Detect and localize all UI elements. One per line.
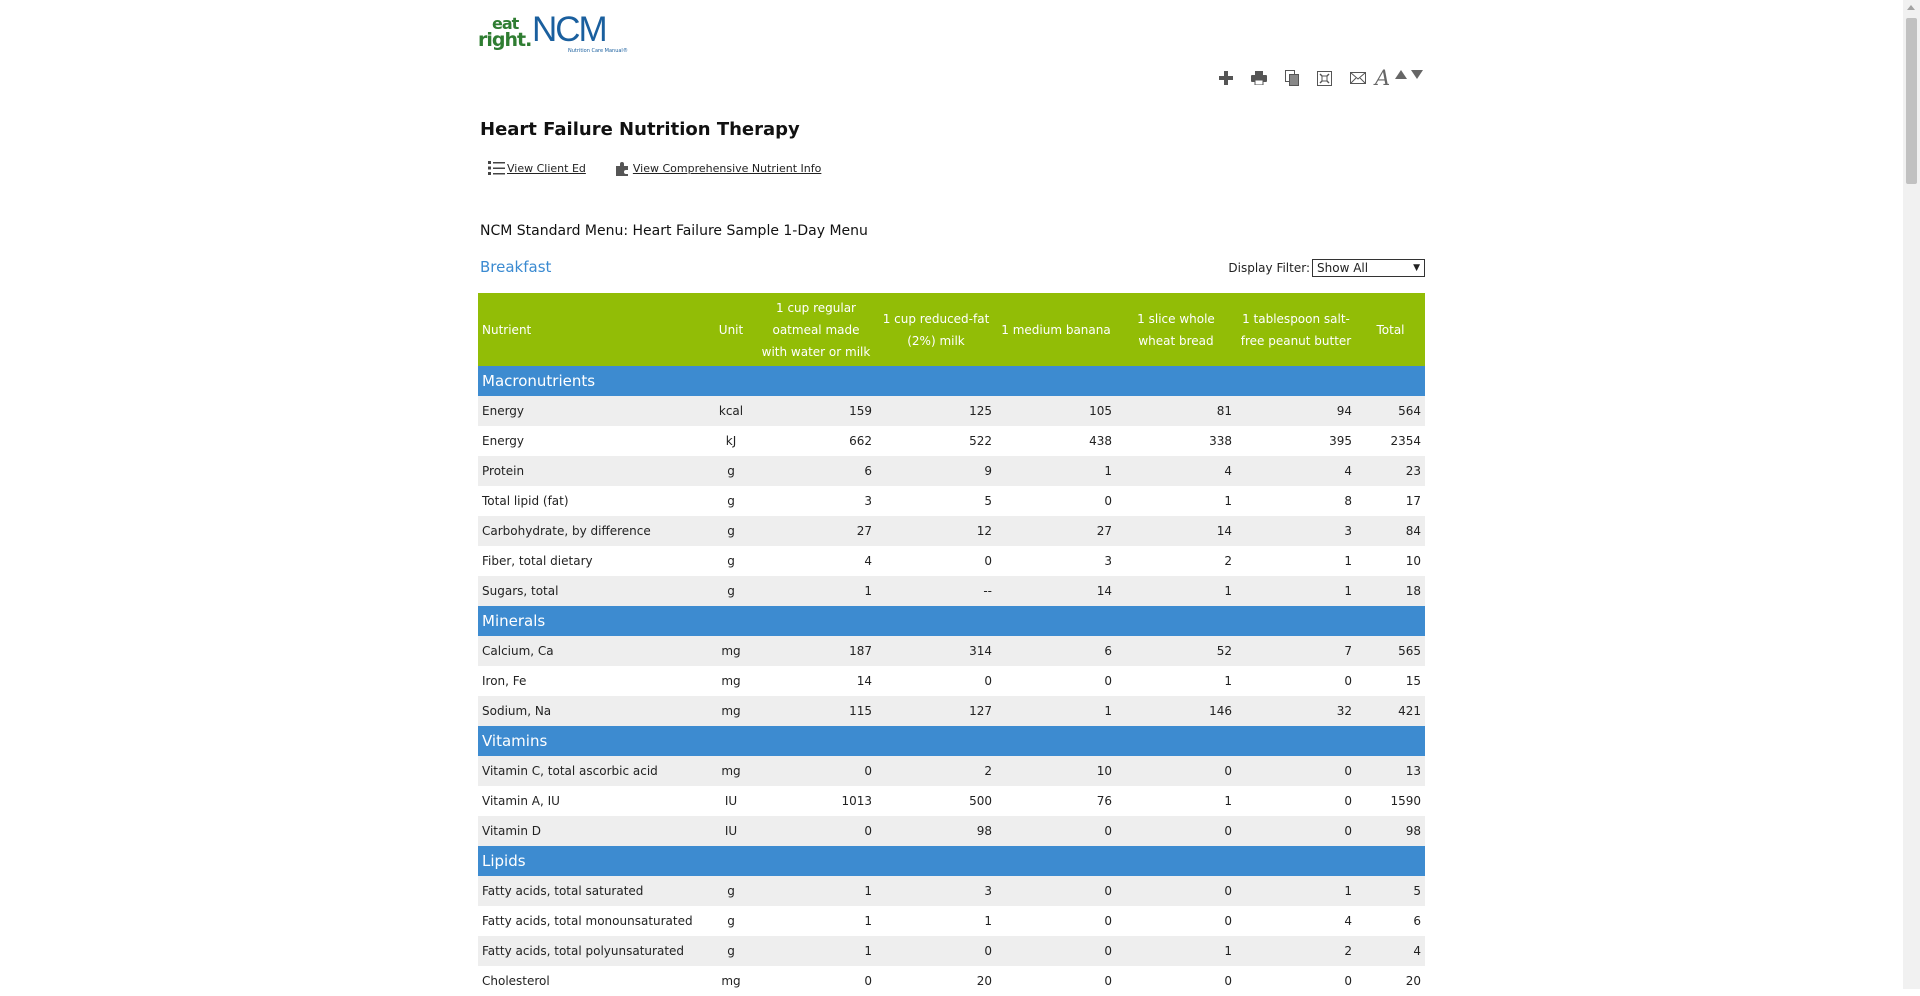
display-filter-select[interactable] bbox=[1312, 259, 1425, 277]
nutrient-name-cell: Iron, Fe bbox=[478, 666, 706, 696]
unit-cell: g bbox=[706, 456, 756, 486]
view-nutrient-info-label: View Comprehensive Nutrient Info bbox=[632, 161, 822, 175]
table-header-row bbox=[478, 293, 1425, 366]
value-cell: 98 bbox=[1356, 816, 1425, 846]
value-cell: 18 bbox=[1356, 576, 1425, 606]
category-row bbox=[478, 726, 1425, 756]
value-cell: 3 bbox=[996, 546, 1116, 576]
nutrient-name-cell: Fatty acids, total monounsaturated bbox=[478, 906, 706, 936]
value-cell: 1 bbox=[876, 906, 996, 936]
value-cell: 1 bbox=[996, 456, 1116, 486]
value-cell: 0 bbox=[876, 936, 996, 966]
category-row bbox=[478, 366, 1425, 396]
value-cell: 0 bbox=[996, 936, 1116, 966]
chevron-down-icon: ▼ bbox=[1413, 263, 1420, 273]
category-row bbox=[478, 846, 1425, 876]
value-cell: 0 bbox=[876, 666, 996, 696]
add-icon[interactable] bbox=[1209, 67, 1242, 89]
value-cell: 7 bbox=[1236, 636, 1356, 666]
nutrient-name-cell: Fiber, total dietary bbox=[478, 546, 706, 576]
value-cell: -- bbox=[876, 576, 996, 606]
unit-cell: mg bbox=[706, 666, 756, 696]
unit-cell: g bbox=[706, 936, 756, 966]
nutrient-name-cell: Vitamin C, total ascorbic acid bbox=[478, 756, 706, 786]
value-cell: 0 bbox=[1236, 756, 1356, 786]
category-row bbox=[478, 606, 1425, 636]
nutrient-name-cell: Energy bbox=[478, 426, 706, 456]
value-cell: 32 bbox=[1236, 696, 1356, 726]
value-cell: 2 bbox=[1236, 936, 1356, 966]
value-cell: 0 bbox=[876, 546, 996, 576]
page-toolbar bbox=[1209, 67, 1425, 89]
copy-document-icon[interactable] bbox=[1275, 67, 1308, 89]
category-label: Minerals bbox=[478, 606, 1425, 636]
value-cell: 8 bbox=[1236, 486, 1356, 516]
table-row bbox=[478, 816, 1425, 846]
email-icon[interactable] bbox=[1341, 67, 1374, 89]
value-cell: 4 bbox=[1236, 456, 1356, 486]
value-cell: 20 bbox=[1356, 966, 1425, 996]
unit-cell: kcal bbox=[706, 396, 756, 426]
value-cell: 0 bbox=[1116, 756, 1236, 786]
value-cell: 0 bbox=[996, 666, 1116, 696]
column-header-nutrient: Nutrient bbox=[478, 293, 706, 366]
table-row bbox=[478, 696, 1425, 726]
value-cell: 23 bbox=[1356, 456, 1425, 486]
table-row bbox=[478, 966, 1425, 996]
value-cell: 84 bbox=[1356, 516, 1425, 546]
value-cell: 105 bbox=[996, 396, 1116, 426]
increase-font-icon[interactable] bbox=[1395, 70, 1407, 79]
value-cell: 0 bbox=[756, 966, 876, 996]
column-header-peanut-butter: 1 tablespoon salt-free peanut butter bbox=[1236, 293, 1356, 366]
value-cell: 0 bbox=[1236, 816, 1356, 846]
nutrient-name-cell: Protein bbox=[478, 456, 706, 486]
nutrient-name-cell: Sodium, Na bbox=[478, 696, 706, 726]
unit-cell: IU bbox=[706, 816, 756, 846]
value-cell: 2 bbox=[1116, 546, 1236, 576]
unit-cell: mg bbox=[706, 756, 756, 786]
unit-cell: g bbox=[706, 516, 756, 546]
table-row bbox=[478, 396, 1425, 426]
unit-cell: g bbox=[706, 486, 756, 516]
nutrient-name-cell: Fatty acids, total polyunsaturated bbox=[478, 936, 706, 966]
nutrient-name-cell: Cholesterol bbox=[478, 966, 706, 996]
value-cell: 1 bbox=[1116, 786, 1236, 816]
value-cell: 522 bbox=[876, 426, 996, 456]
value-cell: 0 bbox=[996, 486, 1116, 516]
value-cell: 14 bbox=[996, 576, 1116, 606]
table-row bbox=[478, 426, 1425, 456]
value-cell: 0 bbox=[996, 966, 1116, 996]
unit-cell: g bbox=[706, 906, 756, 936]
value-cell: 1013 bbox=[756, 786, 876, 816]
value-cell: 1590 bbox=[1356, 786, 1425, 816]
unit-cell: g bbox=[706, 876, 756, 906]
fullscreen-icon[interactable] bbox=[1308, 67, 1341, 89]
value-cell: 15 bbox=[1356, 666, 1425, 696]
value-cell: 564 bbox=[1356, 396, 1425, 426]
puzzle-icon bbox=[614, 160, 631, 176]
value-cell: 1 bbox=[756, 576, 876, 606]
value-cell: 3 bbox=[756, 486, 876, 516]
unit-cell: g bbox=[706, 546, 756, 576]
decrease-font-icon[interactable] bbox=[1411, 70, 1423, 79]
category-label: Vitamins bbox=[478, 726, 1425, 756]
page-links bbox=[488, 160, 849, 176]
value-cell: 1 bbox=[756, 876, 876, 906]
value-cell: 146 bbox=[1116, 696, 1236, 726]
value-cell: 9 bbox=[876, 456, 996, 486]
value-cell: 5 bbox=[876, 486, 996, 516]
value-cell: 0 bbox=[1116, 876, 1236, 906]
value-cell: 0 bbox=[1236, 666, 1356, 696]
value-cell: 0 bbox=[1116, 966, 1236, 996]
value-cell: 565 bbox=[1356, 636, 1425, 666]
value-cell: 438 bbox=[996, 426, 1116, 456]
column-header-unit: Unit bbox=[706, 293, 756, 366]
table-row bbox=[478, 516, 1425, 546]
scroll-up-icon[interactable] bbox=[1907, 5, 1915, 10]
view-nutrient-info-link[interactable] bbox=[614, 160, 822, 176]
print-icon[interactable] bbox=[1242, 67, 1275, 89]
value-cell: 0 bbox=[1116, 906, 1236, 936]
scrollbar-thumb[interactable] bbox=[1906, 18, 1917, 184]
value-cell: 4 bbox=[1116, 456, 1236, 486]
value-cell: 1 bbox=[1236, 576, 1356, 606]
value-cell: 159 bbox=[756, 396, 876, 426]
table-row bbox=[478, 456, 1425, 486]
nutrient-name-cell: Total lipid (fat) bbox=[478, 486, 706, 516]
value-cell: 1 bbox=[1236, 546, 1356, 576]
value-cell: 5 bbox=[1356, 876, 1425, 906]
value-cell: 98 bbox=[876, 816, 996, 846]
vertical-scrollbar[interactable] bbox=[1903, 0, 1920, 989]
value-cell: 0 bbox=[1116, 816, 1236, 846]
value-cell: 3 bbox=[876, 876, 996, 906]
list-icon bbox=[488, 160, 505, 176]
table-row bbox=[478, 756, 1425, 786]
display-filter bbox=[1228, 259, 1425, 277]
value-cell: 115 bbox=[756, 696, 876, 726]
value-cell: 20 bbox=[876, 966, 996, 996]
value-cell: 187 bbox=[756, 636, 876, 666]
view-client-ed-link[interactable] bbox=[488, 160, 586, 176]
page-title: Heart Failure Nutrition Therapy bbox=[480, 119, 800, 140]
table-row bbox=[478, 786, 1425, 816]
nutrient-name-cell: Calcium, Ca bbox=[478, 636, 706, 666]
nutrient-name-cell: Carbohydrate, by difference bbox=[478, 516, 706, 546]
value-cell: 1 bbox=[1116, 486, 1236, 516]
unit-cell: IU bbox=[706, 786, 756, 816]
value-cell: 81 bbox=[1116, 396, 1236, 426]
value-cell: 4 bbox=[756, 546, 876, 576]
table-row bbox=[478, 906, 1425, 936]
value-cell: 4 bbox=[1236, 906, 1356, 936]
logo-ncm-text: NCM bbox=[532, 10, 606, 49]
value-cell: 76 bbox=[996, 786, 1116, 816]
ncm-logo[interactable] bbox=[478, 10, 628, 56]
table-body bbox=[478, 366, 1425, 996]
display-filter-label: Display Filter: bbox=[1228, 261, 1310, 275]
value-cell: 13 bbox=[1356, 756, 1425, 786]
unit-cell: mg bbox=[706, 636, 756, 666]
unit-cell: mg bbox=[706, 966, 756, 996]
font-size-icon: A bbox=[1375, 66, 1391, 90]
value-cell: 0 bbox=[756, 756, 876, 786]
value-cell: 14 bbox=[756, 666, 876, 696]
value-cell: 12 bbox=[876, 516, 996, 546]
value-cell: 1 bbox=[996, 696, 1116, 726]
view-client-ed-label: View Client Ed bbox=[507, 161, 586, 175]
value-cell: 4 bbox=[1356, 936, 1425, 966]
logo-eat-text: eat bbox=[492, 14, 519, 33]
unit-cell: kJ bbox=[706, 426, 756, 456]
value-cell: 662 bbox=[756, 426, 876, 456]
value-cell: 314 bbox=[876, 636, 996, 666]
logo-subtitle: Nutrition Care Manual® bbox=[568, 48, 628, 54]
category-label: Macronutrients bbox=[478, 366, 1425, 396]
value-cell: 27 bbox=[756, 516, 876, 546]
value-cell: 6 bbox=[1356, 906, 1425, 936]
value-cell: 0 bbox=[1236, 786, 1356, 816]
value-cell: 500 bbox=[876, 786, 996, 816]
unit-cell: g bbox=[706, 576, 756, 606]
value-cell: 338 bbox=[1116, 426, 1236, 456]
display-filter-value: Show All bbox=[1317, 261, 1369, 275]
logo-right-text: right. bbox=[478, 29, 532, 51]
column-header-total: Total bbox=[1356, 293, 1425, 366]
unit-cell: mg bbox=[706, 696, 756, 726]
value-cell: 10 bbox=[1356, 546, 1425, 576]
font-size-control bbox=[1375, 66, 1425, 90]
value-cell: 2354 bbox=[1356, 426, 1425, 456]
table-row bbox=[478, 576, 1425, 606]
category-label: Lipids bbox=[478, 846, 1425, 876]
table-row bbox=[478, 666, 1425, 696]
nutrient-name-cell: Vitamin D bbox=[478, 816, 706, 846]
value-cell: 10 bbox=[996, 756, 1116, 786]
column-header-bread: 1 slice whole wheat bread bbox=[1116, 293, 1236, 366]
value-cell: 395 bbox=[1236, 426, 1356, 456]
nutrient-name-cell: Fatty acids, total saturated bbox=[478, 876, 706, 906]
nutrient-name-cell: Vitamin A, IU bbox=[478, 786, 706, 816]
value-cell: 14 bbox=[1116, 516, 1236, 546]
value-cell: 0 bbox=[756, 816, 876, 846]
value-cell: 1 bbox=[756, 906, 876, 936]
value-cell: 421 bbox=[1356, 696, 1425, 726]
value-cell: 2 bbox=[876, 756, 996, 786]
value-cell: 6 bbox=[996, 636, 1116, 666]
value-cell: 3 bbox=[1236, 516, 1356, 546]
value-cell: 0 bbox=[996, 876, 1116, 906]
table-row bbox=[478, 636, 1425, 666]
table-row bbox=[478, 936, 1425, 966]
value-cell: 1 bbox=[1236, 876, 1356, 906]
nutrient-name-cell: Energy bbox=[478, 396, 706, 426]
value-cell: 6 bbox=[756, 456, 876, 486]
nutrient-table bbox=[478, 293, 1425, 996]
value-cell: 0 bbox=[996, 906, 1116, 936]
value-cell: 0 bbox=[1236, 966, 1356, 996]
value-cell: 94 bbox=[1236, 396, 1356, 426]
value-cell: 17 bbox=[1356, 486, 1425, 516]
value-cell: 1 bbox=[756, 936, 876, 966]
column-header-oatmeal: 1 cup regular oatmeal made with water or milk bbox=[756, 293, 876, 366]
value-cell: 1 bbox=[1116, 666, 1236, 696]
table-row bbox=[478, 486, 1425, 516]
value-cell: 0 bbox=[996, 816, 1116, 846]
value-cell: 52 bbox=[1116, 636, 1236, 666]
value-cell: 1 bbox=[1116, 576, 1236, 606]
value-cell: 125 bbox=[876, 396, 996, 426]
value-cell: 127 bbox=[876, 696, 996, 726]
value-cell: 27 bbox=[996, 516, 1116, 546]
table-row bbox=[478, 876, 1425, 906]
menu-title: NCM Standard Menu: Heart Failure Sample 1-Day Menu bbox=[480, 223, 868, 239]
column-header-milk: 1 cup reduced-fat (2%) milk bbox=[876, 293, 996, 366]
table-row bbox=[478, 546, 1425, 576]
value-cell: 1 bbox=[1116, 936, 1236, 966]
meal-heading: Breakfast bbox=[480, 258, 552, 276]
nutrient-name-cell: Sugars, total bbox=[478, 576, 706, 606]
column-header-banana: 1 medium banana bbox=[996, 293, 1116, 366]
